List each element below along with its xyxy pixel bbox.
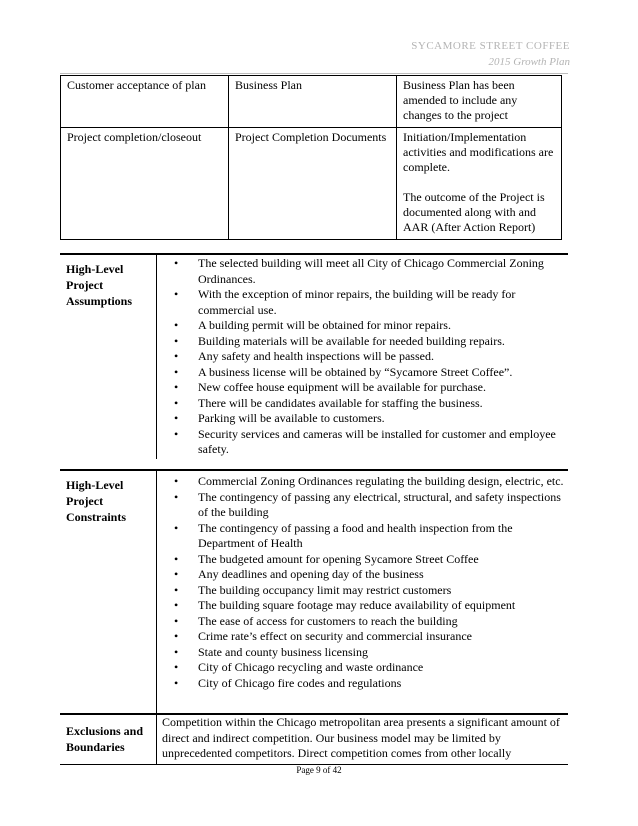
page-number: Page 9 of 42 [296,765,342,775]
list-item [160,256,568,287]
table-cell: Customer acceptance of plan [61,76,229,128]
section-label: High-Level Project Constraints [66,478,127,524]
list-item-text: New coffee house equipment will be available for purchase. [198,380,486,394]
list-item [160,427,568,458]
bullet-icon: • [174,567,179,581]
bullet-icon: • [174,395,179,410]
list-item [160,567,568,583]
bullet-icon: • [174,380,179,394]
cell-paragraph: Business Plan has been amended to include any changes to the project [403,78,518,122]
section-rule [60,253,568,255]
list-item-text: With the exception of minor repairs, the building will be ready for commercial use. [198,287,516,317]
column-divider [156,713,157,765]
section-label: High-Level Project Assumptions [66,262,133,308]
bullet-icon: • [174,582,179,597]
deliverables-table [60,75,562,240]
table-cell: Project completion/closeout [61,128,229,240]
bullet-icon: • [174,411,179,425]
table-cell: Business Plan [229,76,397,128]
bullet-icon: • [174,426,179,441]
bullet-icon: • [174,318,179,332]
list-item [160,318,568,334]
bullet-icon: • [174,613,179,628]
bullet-icon: • [174,598,179,612]
list-item-text: City of Chicago recycling and waste ordinance [198,660,424,674]
list-item-text: Commercial Zoning Ordinances regulating the building design, electric, etc. [198,474,564,488]
bullet-icon: • [174,675,179,690]
page-header [411,40,570,68]
list-item-text: A building permit will be obtained for minor repairs. [198,318,451,332]
bullet-icon: • [174,644,179,659]
list-item [160,474,568,490]
bullet-icon: • [174,474,179,488]
table-cell [397,76,562,128]
list-item-text: Crime rate’s effect on security and commercial insurance [198,629,472,643]
list-item [160,365,568,381]
list-item [160,380,568,396]
column-divider [156,253,157,459]
list-item [160,411,568,427]
bullet-icon: • [174,660,179,674]
bullet-icon: • [174,551,179,566]
assumptions-list [160,256,568,458]
assumptions-section [60,253,568,459]
bullet-icon: • [174,489,179,504]
list-item [160,521,568,552]
list-item-text: The contingency of passing a food and health inspection from the Department of Health [198,520,513,550]
list-item-text: The contingency of passing any electrical, structural, and safety inspections of the building [198,489,561,519]
bullet-icon: • [174,333,179,348]
plan-title: 2015 Growth Plan [488,56,570,68]
bullet-icon: • [174,256,179,270]
list-item-text: The building square footage may reduce availability of equipment [198,598,516,612]
list-item [160,614,568,630]
list-item [160,490,568,521]
header-rule [60,73,568,74]
cell-paragraph: The outcome of the Project is documented along with and AAR (After Action Report) [403,190,545,234]
bullet-icon: • [174,349,179,363]
list-item-text: Security services and cameras will be installed for customer and employee safety. [198,426,556,456]
exclusions-section [60,713,568,765]
list-item [160,349,568,365]
company-name: SYCAMORE STREET COFFEE [411,40,570,52]
cell-paragraph: Initiation/Implementation activities and modifications are complete. [403,130,554,174]
list-item-text: A business license will be obtained by “Sycamore Street Coffee”. [198,364,513,379]
list-item-text: The budgeted amount for opening Sycamore Street Coffee [198,551,479,566]
section-label: Exclusions and Boundaries [66,724,144,754]
bullet-icon: • [174,287,179,301]
list-item [160,660,568,676]
section-rule [60,469,568,471]
table-cell: Project Completion Documents [229,128,397,240]
table-row [61,128,562,240]
list-item-text: City of Chicago fire codes and regulations [198,675,402,690]
list-item-text: Parking will be available to customers. [198,411,385,425]
list-item-text: Any safety and health inspections will be passed. [198,349,434,363]
bullet-icon: • [174,629,179,643]
list-item [160,583,568,599]
list-item-text: The ease of access for customers to reach the building [198,613,458,628]
table-cell [397,128,562,240]
list-item [160,645,568,661]
exclusions-paragraph: Competition within the Chicago metropolitan area presents a significant amount of direct and indirect competition. Our business model may be limited by unprecedented competitors. Direct competition comes from other locally [162,715,560,760]
bullet-icon: • [174,364,179,379]
list-item-text: There will be candidates available for staffing the business. [198,395,483,410]
list-item [160,598,568,614]
list-item-text: The selected building will meet all City of Chicago Commercial Zoning Ordinances. [198,256,544,286]
list-item [160,552,568,568]
list-item-text: State and county business licensing [198,644,368,659]
bullet-icon: • [174,520,179,535]
list-item-text: The building occupancy limit may restrict customers [198,582,452,597]
table-row [61,76,562,128]
column-divider [156,469,157,713]
constraints-list [160,474,568,691]
list-item [160,334,568,350]
list-item [160,287,568,318]
list-item [160,676,568,692]
constraints-section [60,469,568,713]
list-item-text: Any deadlines and opening day of the business [198,567,424,581]
list-item [160,629,568,645]
list-item-text: Building materials will be available for needed building repairs. [198,333,505,348]
list-item [160,396,568,412]
